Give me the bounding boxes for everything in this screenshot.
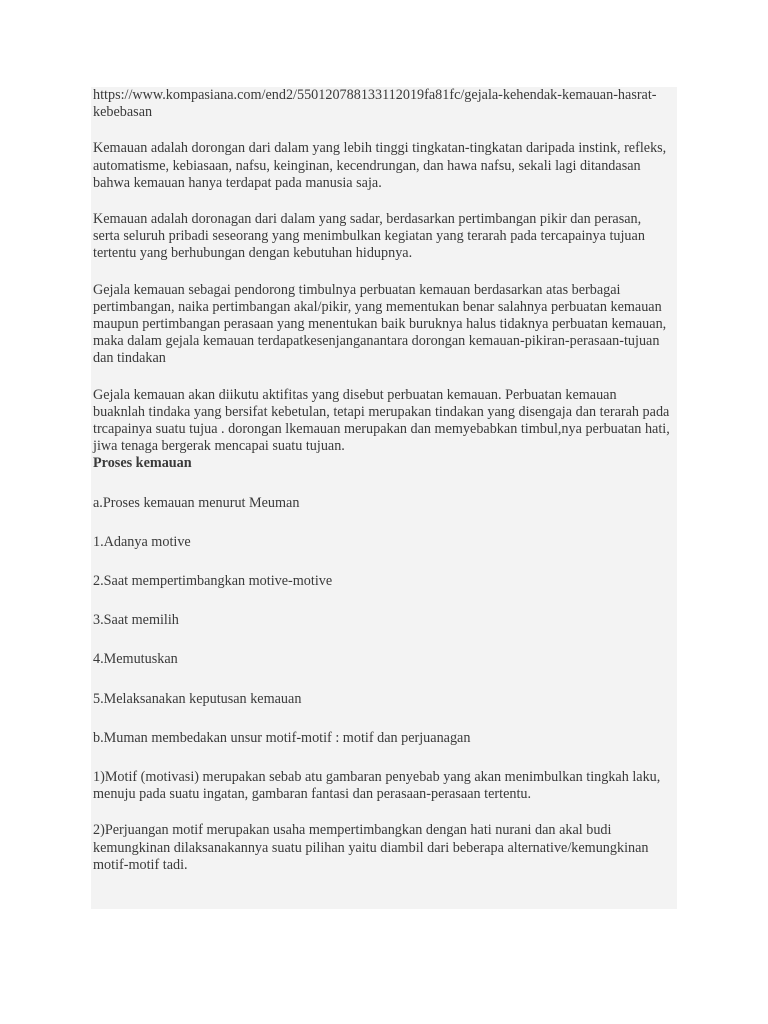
source-url: https://www.kompasiana.com/end2/550120788133112019fa81fc/gejala-kehendak-kemauan-hasrat-kebebasan — [93, 87, 657, 121]
list-item: a.Proses kemauan menurut Meuman — [93, 494, 300, 511]
list-item: b.Muman membedakan unsur motif-motif : motif dan perjuanagan — [93, 729, 471, 746]
list-item: 4.Memutuskan — [93, 651, 178, 668]
paragraph-3: Gejala kemauan sebagai pendorong timbulnya perbuatan kemauan berdasarkan atas berbagai pertimbangan, naika pertimbangan akal/pikir, yang mementukan benar salahnya perbuatan kemauan maupun pertimbangan perasaan yang menentukan baik buruknya halus tidaknya perbuatan kemauan, maka dalam gejala kemauan terdapatkesenjanganantara dorongan kemauan-pikiran-perasaan-tujuan dan tindakan — [93, 281, 667, 367]
section-heading: Proses kemauan — [93, 455, 192, 472]
list-item: 3.Saat memilih — [93, 612, 179, 629]
document-text — [91, 87, 677, 874]
paragraph-1: Kemauan adalah dorongan dari dalam yang lebih tinggi tingkatan-tingkatan daripada instink, refleks, automatisme, kebiasaan, nafsu, keinginan, kecendrungan, dan hawa nafsu, sekali lagi ditandasan bahwa kemauan hanya terdapat pada manusia saja. — [93, 140, 667, 191]
list-item: 1.Adanya motive — [93, 533, 191, 550]
document-content — [91, 87, 677, 909]
list-item: 1)Motif (motivasi) merupakan sebab atu gambaran penyebab yang akan menimbulkan tingkah laku, menuju pada suatu ingatan, gambaran fantasi dan perasaan-perasaan tertentu. — [93, 769, 661, 803]
list-item: 2)Perjuangan motif merupakan usaha mempertimbangkan dengan hati nurani dan akal budi kemungkinan dilaksanakannya suatu pilihan yaitu diambil dari beberapa alternative/kemungkinan motif-motif tadi. — [93, 822, 649, 873]
list-item: 5.Melaksanakan keputusan kemauan — [93, 690, 302, 707]
list-item: 2.Saat mempertimbangkan motive-motive — [93, 573, 333, 590]
paragraph-4: Gejala kemauan akan diikutu aktifitas yang disebut perbuatan kemauan. Perbuatan kemauan buaknlah tindaka yang bersifat kebetulan, tetapi merupakan tindakan yang disengaja dan terarah pada trcapainya suatu tujua . dorongan lkemauan merupakan dan memyebabkan timbul,nya perbuatan hati, jiwa tenaga bergerak mencapai suatu tujuan. — [93, 386, 670, 455]
paragraph-2: Kemauan adalah doronagan dari dalam yang sadar, berdasarkan pertimbangan pikir dan perasan, serta seluruh pribadi seseorang yang menimbulkan kegiatan yang terarah pada tercapainya tujuan tertentu yang berhubungan dengan kebutuhan hidupnya. — [93, 211, 645, 262]
